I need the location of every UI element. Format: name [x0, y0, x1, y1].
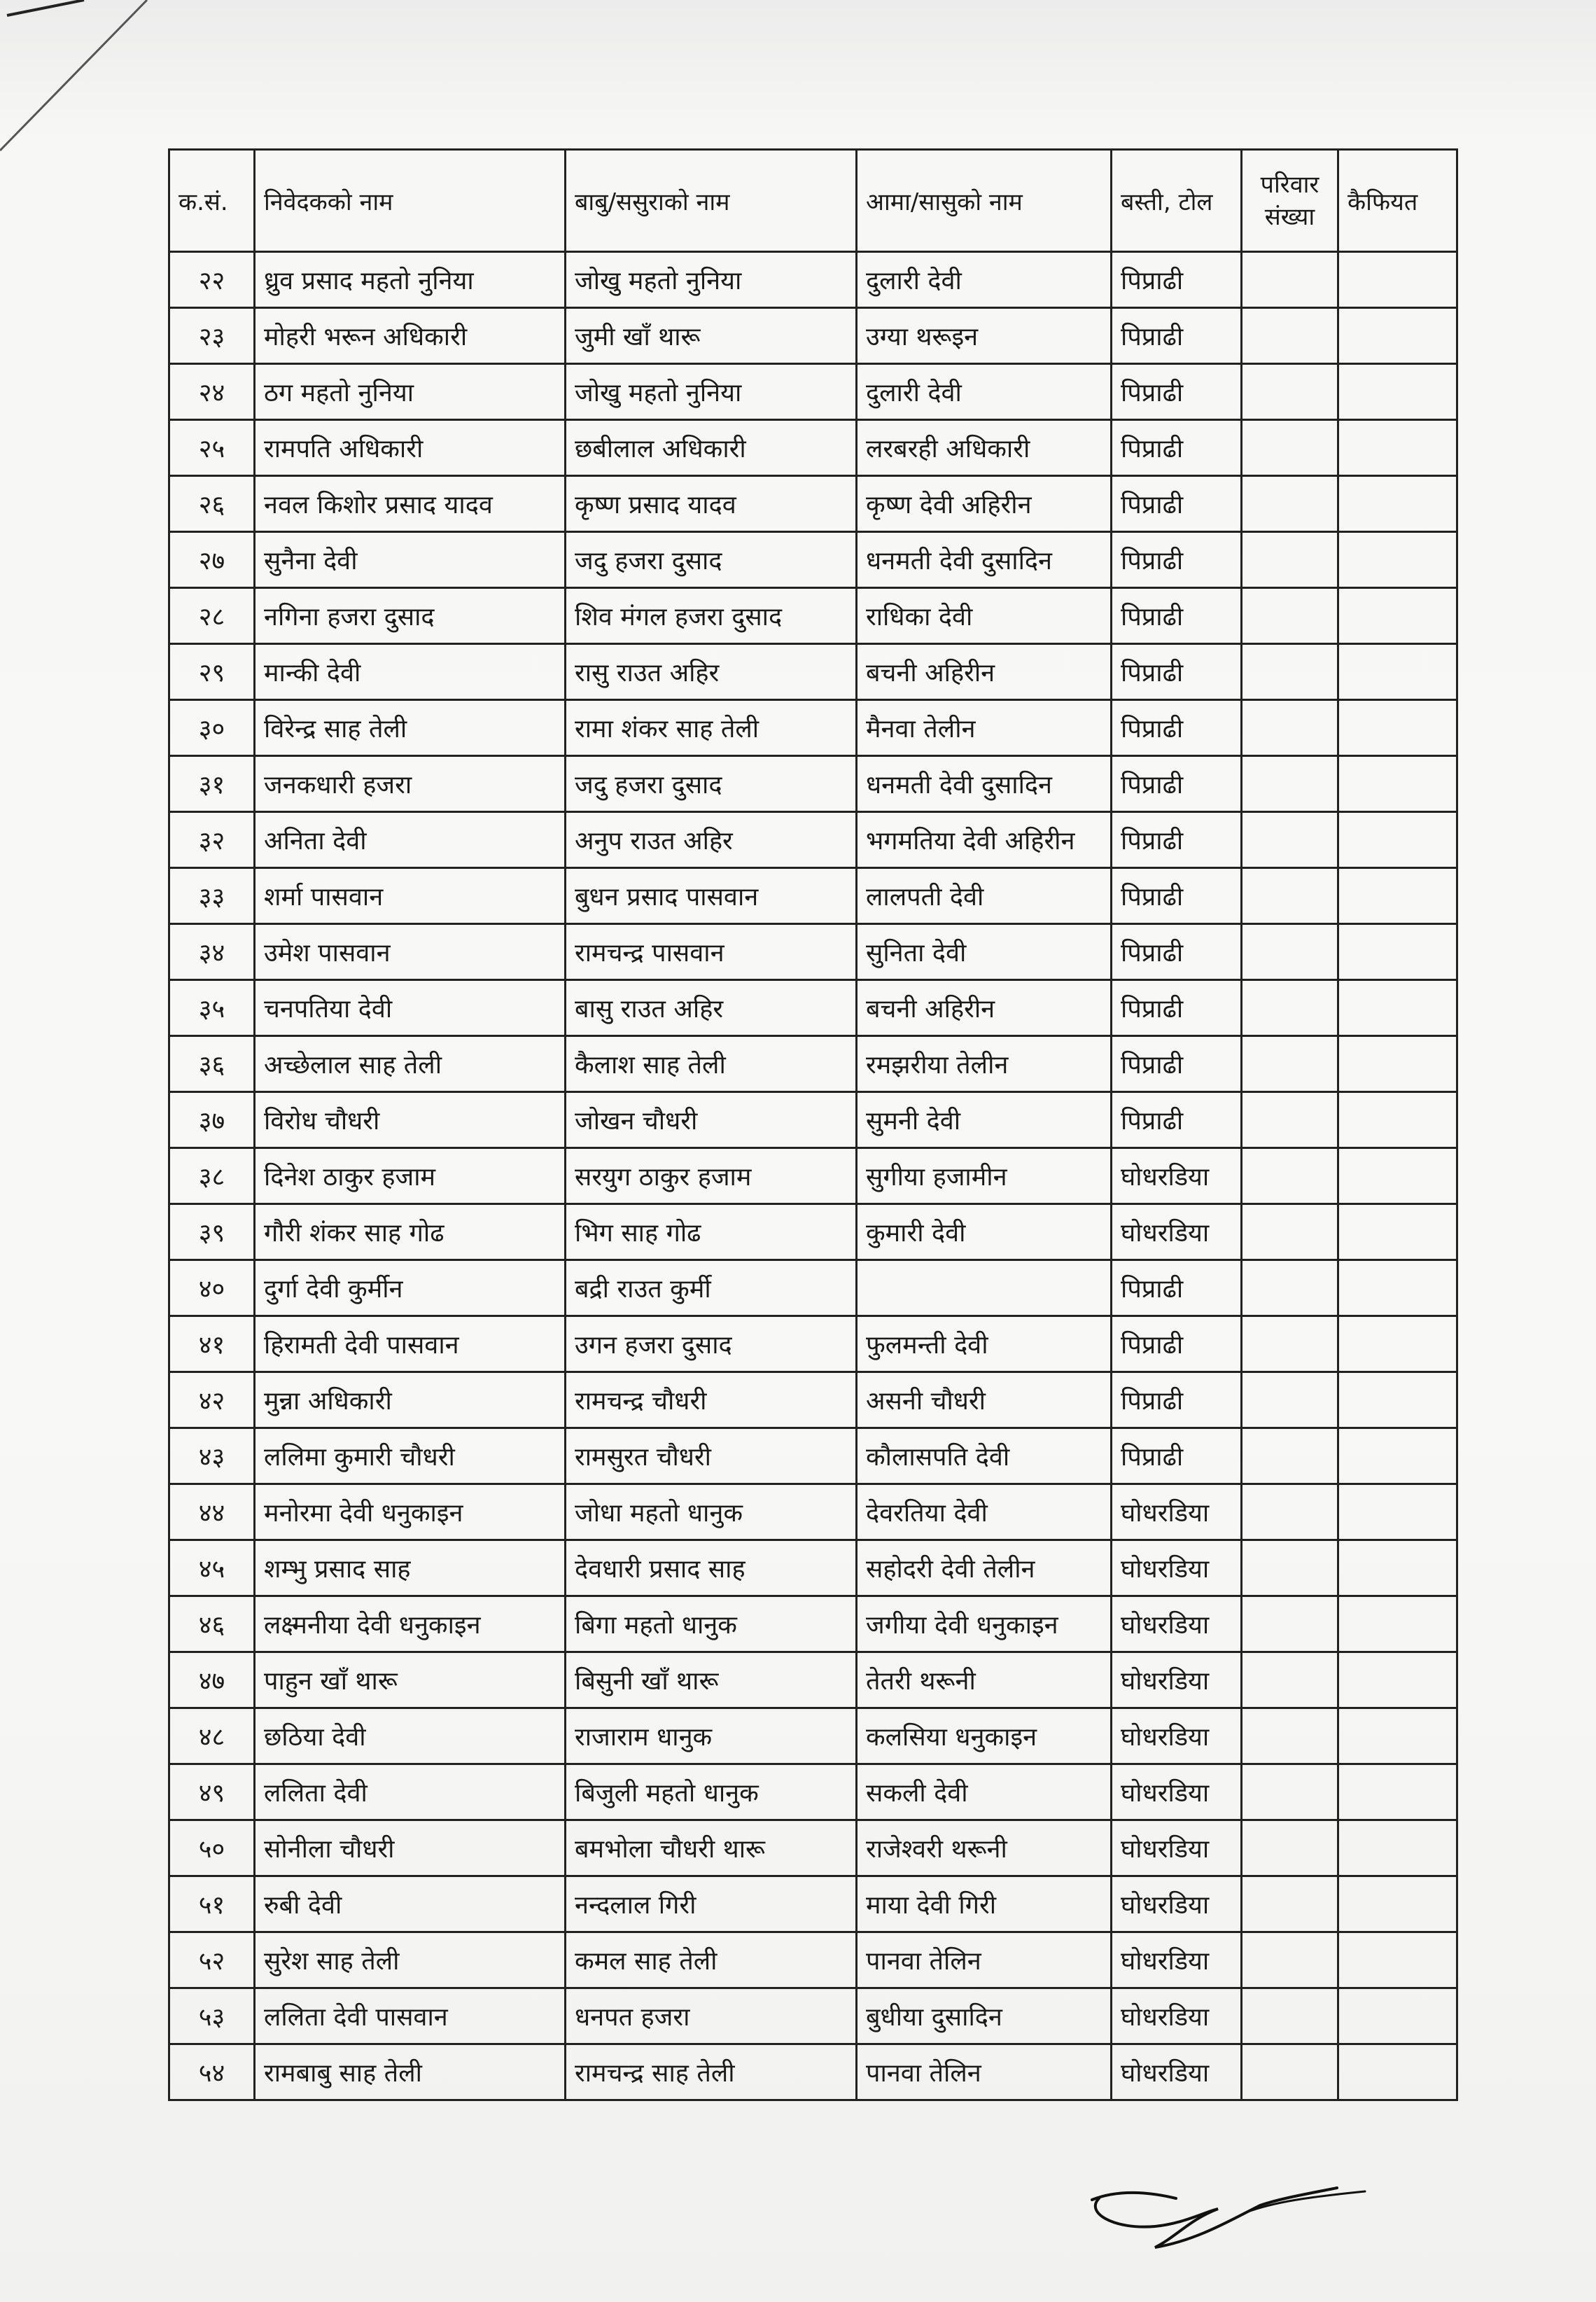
cell-tole: पिप्राढी	[1112, 588, 1242, 644]
cell-applicant-name: शम्भु प्रसाद साह	[255, 1540, 566, 1596]
cell-tole: घोधरडिया	[1112, 1932, 1242, 1988]
cell-tole: घोधरडिया	[1112, 1204, 1242, 1260]
cell-applicant-name: मोहरी भरून अधिकारी	[255, 308, 566, 364]
cell-applicant-name: जनकधारी हजरा	[255, 756, 566, 812]
cell-sn: ५४	[169, 2044, 255, 2100]
cell-applicant-name: नगिना हजरा दुसाद	[255, 588, 566, 644]
cell-family-count	[1242, 252, 1338, 308]
cell-family-count	[1242, 1428, 1338, 1484]
cell-father-name: कैलाश साह तेली	[566, 1036, 857, 1092]
cell-family-count	[1242, 644, 1338, 700]
table-row	[169, 476, 1457, 532]
cell-tole: पिप्राढी	[1112, 756, 1242, 812]
cell-father-name: रामचन्द्र पासवान	[566, 924, 857, 980]
cell-tole: घोधरडिया	[1112, 1820, 1242, 1876]
cell-father-name: जोधा महतो धानुक	[566, 1484, 857, 1540]
cell-tole: घोधरडिया	[1112, 1764, 1242, 1820]
handwritten-signature	[1071, 2170, 1393, 2268]
cell-father-name: कमल साह तेली	[566, 1932, 857, 1988]
cell-sn: २२	[169, 252, 255, 308]
cell-remarks	[1338, 1596, 1457, 1652]
cell-sn: ३२	[169, 812, 255, 868]
cell-remarks	[1338, 252, 1457, 308]
header-remarks: कैफियत	[1338, 150, 1457, 252]
cell-tole: पिप्राढी	[1112, 364, 1242, 420]
cell-tole: घोधरडिया	[1112, 1596, 1242, 1652]
applicant-register-table	[168, 148, 1458, 2101]
cell-mother-name: धनमती देवी दुसादिन	[857, 756, 1112, 812]
cell-family-count	[1242, 420, 1338, 476]
table-row	[169, 1484, 1457, 1540]
cell-applicant-name: गौरी शंकर साह गोढ	[255, 1204, 566, 1260]
cell-family-count	[1242, 868, 1338, 924]
cell-applicant-name: विरेन्द्र साह तेली	[255, 700, 566, 756]
cell-sn: ५३	[169, 1988, 255, 2044]
cell-sn: ३१	[169, 756, 255, 812]
cell-remarks	[1338, 364, 1457, 420]
cell-mother-name: पानवा तेलिन	[857, 2044, 1112, 2100]
cell-applicant-name: ललिता देवी पासवान	[255, 1988, 566, 2044]
cell-applicant-name: रामपति अधिकारी	[255, 420, 566, 476]
cell-tole: घोधरडिया	[1112, 1876, 1242, 1932]
cell-mother-name: लरबरही अधिकारी	[857, 420, 1112, 476]
cell-family-count	[1242, 588, 1338, 644]
cell-family-count	[1242, 1036, 1338, 1092]
cell-mother-name: माया देवी गिरी	[857, 1876, 1112, 1932]
table-row	[169, 924, 1457, 980]
cell-family-count	[1242, 1316, 1338, 1372]
cell-applicant-name: सुनैना देवी	[255, 532, 566, 588]
table-row	[169, 1092, 1457, 1148]
cell-father-name: जदु हजरा दुसाद	[566, 532, 857, 588]
cell-applicant-name: ठग महतो नुनिया	[255, 364, 566, 420]
cell-father-name: बिसुनी खाँ थारू	[566, 1652, 857, 1708]
cell-mother-name: कुमारी देवी	[857, 1204, 1112, 1260]
cell-remarks	[1338, 1148, 1457, 1204]
cell-mother-name: दुलारी देवी	[857, 364, 1112, 420]
cell-sn: ४६	[169, 1596, 255, 1652]
table-row	[169, 2044, 1457, 2100]
cell-sn: ४२	[169, 1372, 255, 1428]
cell-remarks	[1338, 476, 1457, 532]
cell-tole: पिप्राढी	[1112, 532, 1242, 588]
cell-remarks	[1338, 1260, 1457, 1316]
cell-sn: २८	[169, 588, 255, 644]
cell-father-name: धनपत हजरा	[566, 1988, 857, 2044]
cell-father-name: सरयुग ठाकुर हजाम	[566, 1148, 857, 1204]
cell-family-count	[1242, 1148, 1338, 1204]
cell-remarks	[1338, 2044, 1457, 2100]
cell-family-count	[1242, 364, 1338, 420]
header-family-count	[1242, 150, 1338, 252]
cell-sn: ३८	[169, 1148, 255, 1204]
table-row	[169, 1932, 1457, 1988]
cell-mother-name: सुगीया हजामीन	[857, 1148, 1112, 1204]
cell-applicant-name: हिरामती देवी पासवान	[255, 1316, 566, 1372]
cell-father-name: जोखन चौधरी	[566, 1092, 857, 1148]
cell-sn: ३४	[169, 924, 255, 980]
cell-family-count	[1242, 1540, 1338, 1596]
cell-applicant-name: रामबाबु साह तेली	[255, 2044, 566, 2100]
cell-sn: ५०	[169, 1820, 255, 1876]
cell-remarks	[1338, 308, 1457, 364]
cell-sn: २५	[169, 420, 255, 476]
cell-sn: ३३	[169, 868, 255, 924]
cell-father-name: जोखु महतो नुनिया	[566, 252, 857, 308]
cell-family-count	[1242, 1988, 1338, 2044]
cell-family-count	[1242, 308, 1338, 364]
cell-family-count	[1242, 1652, 1338, 1708]
table-row	[169, 1876, 1457, 1932]
table-row	[169, 980, 1457, 1036]
cell-mother-name: सहोदरी देवी तेलीन	[857, 1540, 1112, 1596]
cell-sn: २६	[169, 476, 255, 532]
table-header-row	[169, 150, 1457, 252]
table-row	[169, 1036, 1457, 1092]
cell-tole: पिप्राढी	[1112, 252, 1242, 308]
cell-mother-name: बचनी अहिरीन	[857, 644, 1112, 700]
table-row	[169, 868, 1457, 924]
cell-father-name: छबीलाल अधिकारी	[566, 420, 857, 476]
cell-applicant-name: शर्मा पासवान	[255, 868, 566, 924]
cell-family-count	[1242, 980, 1338, 1036]
cell-remarks	[1338, 420, 1457, 476]
cell-father-name: जुमी खाँ थारू	[566, 308, 857, 364]
cell-tole: पिप्राढी	[1112, 1260, 1242, 1316]
cell-family-count	[1242, 812, 1338, 868]
cell-family-count	[1242, 1260, 1338, 1316]
cell-applicant-name: मुन्ना अधिकारी	[255, 1372, 566, 1428]
cell-tole: पिप्राढी	[1112, 924, 1242, 980]
cell-tole: घोधरडिया	[1112, 1708, 1242, 1764]
cell-father-name: उगन हजरा दुसाद	[566, 1316, 857, 1372]
cell-mother-name: देवरतिया देवी	[857, 1484, 1112, 1540]
cell-father-name: भिग साह गोढ	[566, 1204, 857, 1260]
table-row	[169, 1652, 1457, 1708]
header-applicant-name: निवेदकको नाम	[255, 150, 566, 252]
cell-sn: २४	[169, 364, 255, 420]
cell-family-count	[1242, 1708, 1338, 1764]
cell-tole: पिप्राढी	[1112, 1316, 1242, 1372]
cell-father-name: बासु राउत अहिर	[566, 980, 857, 1036]
header-father-name: बाबु/ससुराको नाम	[566, 150, 857, 252]
table-row	[169, 1204, 1457, 1260]
cell-sn: ४७	[169, 1652, 255, 1708]
cell-tole: घोधरडिया	[1112, 1540, 1242, 1596]
cell-applicant-name: ललिता देवी	[255, 1764, 566, 1820]
cell-father-name: रामचन्द्र साह तेली	[566, 2044, 857, 2100]
cell-father-name: देवधारी प्रसाद साह	[566, 1540, 857, 1596]
header-mother-name: आमा/सासुको नाम	[857, 150, 1112, 252]
cell-applicant-name: मनोरमा देवी धनुकाइन	[255, 1484, 566, 1540]
cell-sn: ४३	[169, 1428, 255, 1484]
table-row	[169, 756, 1457, 812]
table-row	[169, 1596, 1457, 1652]
cell-family-count	[1242, 1484, 1338, 1540]
cell-mother-name: जगीया देवी धनुकाइन	[857, 1596, 1112, 1652]
table-row	[169, 1820, 1457, 1876]
cell-remarks	[1338, 1036, 1457, 1092]
cell-family-count	[1242, 1876, 1338, 1932]
table-row	[169, 700, 1457, 756]
cell-remarks	[1338, 1820, 1457, 1876]
table-row	[169, 1148, 1457, 1204]
cell-father-name: रामसुरत चौधरी	[566, 1428, 857, 1484]
cell-applicant-name: रुबी देवी	[255, 1876, 566, 1932]
cell-mother-name: कृष्ण देवी अहिरीन	[857, 476, 1112, 532]
cell-applicant-name: ललिमा कुमारी चौधरी	[255, 1428, 566, 1484]
cell-mother-name: कौलासपति देवी	[857, 1428, 1112, 1484]
cell-tole: घोधरडिया	[1112, 1652, 1242, 1708]
cell-remarks	[1338, 532, 1457, 588]
cell-sn: ३७	[169, 1092, 255, 1148]
cell-father-name: रामा शंकर साह तेली	[566, 700, 857, 756]
cell-mother-name: रमझरीया तेलीन	[857, 1036, 1112, 1092]
cell-remarks	[1338, 1092, 1457, 1148]
cell-applicant-name: नवल किशोर प्रसाद यादव	[255, 476, 566, 532]
cell-remarks	[1338, 756, 1457, 812]
table-row	[169, 1540, 1457, 1596]
cell-mother-name: राधिका देवी	[857, 588, 1112, 644]
header-tole: बस्ती, टोल	[1112, 150, 1242, 252]
cell-family-count	[1242, 476, 1338, 532]
cell-mother-name: फुलमन्ती देवी	[857, 1316, 1112, 1372]
cell-remarks	[1338, 812, 1457, 868]
cell-mother-name: पानवा तेलिन	[857, 1932, 1112, 1988]
cell-tole: पिप्राढी	[1112, 868, 1242, 924]
cell-family-count	[1242, 700, 1338, 756]
cell-father-name: अनुप राउत अहिर	[566, 812, 857, 868]
cell-applicant-name: अनिता देवी	[255, 812, 566, 868]
cell-applicant-name: छठिया देवी	[255, 1708, 566, 1764]
cell-father-name: बिजुली महतो धानुक	[566, 1764, 857, 1820]
cell-mother-name: मैनवा तेलीन	[857, 700, 1112, 756]
cell-tole: घोधरडिया	[1112, 1988, 1242, 2044]
cell-mother-name: सुमनी देवी	[857, 1092, 1112, 1148]
cell-tole: घोधरडिया	[1112, 1148, 1242, 1204]
cell-sn: ३९	[169, 1204, 255, 1260]
cell-tole: पिप्राढी	[1112, 420, 1242, 476]
cell-tole: पिप्राढी	[1112, 308, 1242, 364]
cell-family-count	[1242, 756, 1338, 812]
cell-tole: पिप्राढी	[1112, 1372, 1242, 1428]
cell-sn: २७	[169, 532, 255, 588]
cell-tole: पिप्राढी	[1112, 1428, 1242, 1484]
cell-tole: पिप्राढी	[1112, 980, 1242, 1036]
cell-remarks	[1338, 1932, 1457, 1988]
cell-remarks	[1338, 700, 1457, 756]
cell-sn: ४१	[169, 1316, 255, 1372]
cell-tole: पिप्राढी	[1112, 700, 1242, 756]
cell-father-name: शिव मंगल हजरा दुसाद	[566, 588, 857, 644]
cell-sn: ३५	[169, 980, 255, 1036]
cell-remarks	[1338, 644, 1457, 700]
cell-father-name: राजाराम धानुक	[566, 1708, 857, 1764]
cell-remarks	[1338, 924, 1457, 980]
cell-remarks	[1338, 1652, 1457, 1708]
cell-sn: ४५	[169, 1540, 255, 1596]
cell-remarks	[1338, 1204, 1457, 1260]
cell-father-name: जोखु महतो नुनिया	[566, 364, 857, 420]
cell-mother-name: सकली देवी	[857, 1764, 1112, 1820]
cell-mother-name: राजेश्वरी थरूनी	[857, 1820, 1112, 1876]
cell-applicant-name: सोनीला चौधरी	[255, 1820, 566, 1876]
table-row	[169, 588, 1457, 644]
header-sn: क.सं.	[169, 150, 255, 252]
table-row	[169, 1372, 1457, 1428]
table-row	[169, 308, 1457, 364]
cell-applicant-name: चनपतिया देवी	[255, 980, 566, 1036]
table-row	[169, 644, 1457, 700]
cell-remarks	[1338, 1876, 1457, 1932]
table-row	[169, 1764, 1457, 1820]
cell-father-name: बिगा महतो धानुक	[566, 1596, 857, 1652]
cell-applicant-name: पाहुन खाँ थारू	[255, 1652, 566, 1708]
cell-applicant-name: दिनेश ठाकुर हजाम	[255, 1148, 566, 1204]
cell-applicant-name: मान्की देवी	[255, 644, 566, 700]
cell-mother-name: बचनी अहिरीन	[857, 980, 1112, 1036]
cell-family-count	[1242, 1932, 1338, 1988]
cell-remarks	[1338, 980, 1457, 1036]
cell-sn: ३०	[169, 700, 255, 756]
cell-remarks	[1338, 1540, 1457, 1596]
cell-sn: ४४	[169, 1484, 255, 1540]
cell-remarks	[1338, 1428, 1457, 1484]
cell-tole: पिप्राढी	[1112, 476, 1242, 532]
cell-family-count	[1242, 532, 1338, 588]
cell-family-count	[1242, 1820, 1338, 1876]
cell-family-count	[1242, 1596, 1338, 1652]
header-family-count-label: परिवार संख्या	[1260, 170, 1320, 231]
cell-sn: ५१	[169, 1876, 255, 1932]
cell-remarks	[1338, 1988, 1457, 2044]
cell-family-count	[1242, 1764, 1338, 1820]
cell-mother-name: असनी चौधरी	[857, 1372, 1112, 1428]
cell-applicant-name: उमेश पासवान	[255, 924, 566, 980]
cell-remarks	[1338, 868, 1457, 924]
table-row	[169, 1316, 1457, 1372]
table-row	[169, 1260, 1457, 1316]
cell-mother-name: बुधीया दुसादिन	[857, 1988, 1112, 2044]
cell-father-name: नन्दलाल गिरी	[566, 1876, 857, 1932]
table-row	[169, 1708, 1457, 1764]
cell-father-name: जदु हजरा दुसाद	[566, 756, 857, 812]
cell-mother-name: उग्या थरूइन	[857, 308, 1112, 364]
cell-applicant-name: ध्रुव प्रसाद महतो नुनिया	[255, 252, 566, 308]
cell-father-name: कृष्ण प्रसाद यादव	[566, 476, 857, 532]
cell-family-count	[1242, 1092, 1338, 1148]
table-row	[169, 1428, 1457, 1484]
cell-family-count	[1242, 2044, 1338, 2100]
cell-sn: २९	[169, 644, 255, 700]
cell-applicant-name: दुर्गा देवी कुर्मीन	[255, 1260, 566, 1316]
cell-remarks	[1338, 1316, 1457, 1372]
table-row	[169, 1988, 1457, 2044]
cell-remarks	[1338, 1484, 1457, 1540]
cell-father-name: बुधन प्रसाद पासवान	[566, 868, 857, 924]
table-row	[169, 812, 1457, 868]
cell-applicant-name: सुरेश साह तेली	[255, 1932, 566, 1988]
cell-mother-name: सुनिता देवी	[857, 924, 1112, 980]
cell-family-count	[1242, 1204, 1338, 1260]
table-row	[169, 532, 1457, 588]
cell-father-name: बद्री राउत कुर्मी	[566, 1260, 857, 1316]
cell-mother-name: दुलारी देवी	[857, 252, 1112, 308]
cell-sn: ४०	[169, 1260, 255, 1316]
cell-tole: घोधरडिया	[1112, 2044, 1242, 2100]
table-row	[169, 420, 1457, 476]
cell-remarks	[1338, 1764, 1457, 1820]
cell-mother-name: भगमतिया देवी अहिरीन	[857, 812, 1112, 868]
cell-tole: घोधरडिया	[1112, 1484, 1242, 1540]
cell-mother-name	[857, 1260, 1112, 1316]
cell-applicant-name: विरोध चौधरी	[255, 1092, 566, 1148]
cell-tole: पिप्राढी	[1112, 644, 1242, 700]
cell-mother-name: धनमती देवी दुसादिन	[857, 532, 1112, 588]
cell-remarks	[1338, 588, 1457, 644]
cell-family-count	[1242, 1372, 1338, 1428]
cell-applicant-name: लक्ष्मनीया देवी धनुकाइन	[255, 1596, 566, 1652]
cell-tole: पिप्राढी	[1112, 1092, 1242, 1148]
cell-sn: ४९	[169, 1764, 255, 1820]
table-row	[169, 364, 1457, 420]
cell-sn: ४८	[169, 1708, 255, 1764]
cell-family-count	[1242, 924, 1338, 980]
cell-mother-name: कलसिया धनुकाइन	[857, 1708, 1112, 1764]
cell-sn: ५२	[169, 1932, 255, 1988]
cell-sn: २३	[169, 308, 255, 364]
cell-father-name: रासु राउत अहिर	[566, 644, 857, 700]
table-body	[169, 252, 1457, 2100]
cell-mother-name: तेतरी थरूनी	[857, 1652, 1112, 1708]
cell-tole: पिप्राढी	[1112, 812, 1242, 868]
cell-mother-name: लालपती देवी	[857, 868, 1112, 924]
cell-applicant-name: अच्छेलाल साह तेली	[255, 1036, 566, 1092]
folded-corner-mark	[0, 0, 182, 161]
cell-remarks	[1338, 1372, 1457, 1428]
cell-tole: पिप्राढी	[1112, 1036, 1242, 1092]
cell-father-name: रामचन्द्र चौधरी	[566, 1372, 857, 1428]
cell-remarks	[1338, 1708, 1457, 1764]
cell-sn: ३६	[169, 1036, 255, 1092]
cell-father-name: बमभोला चौधरी थारू	[566, 1820, 857, 1876]
table-row	[169, 252, 1457, 308]
